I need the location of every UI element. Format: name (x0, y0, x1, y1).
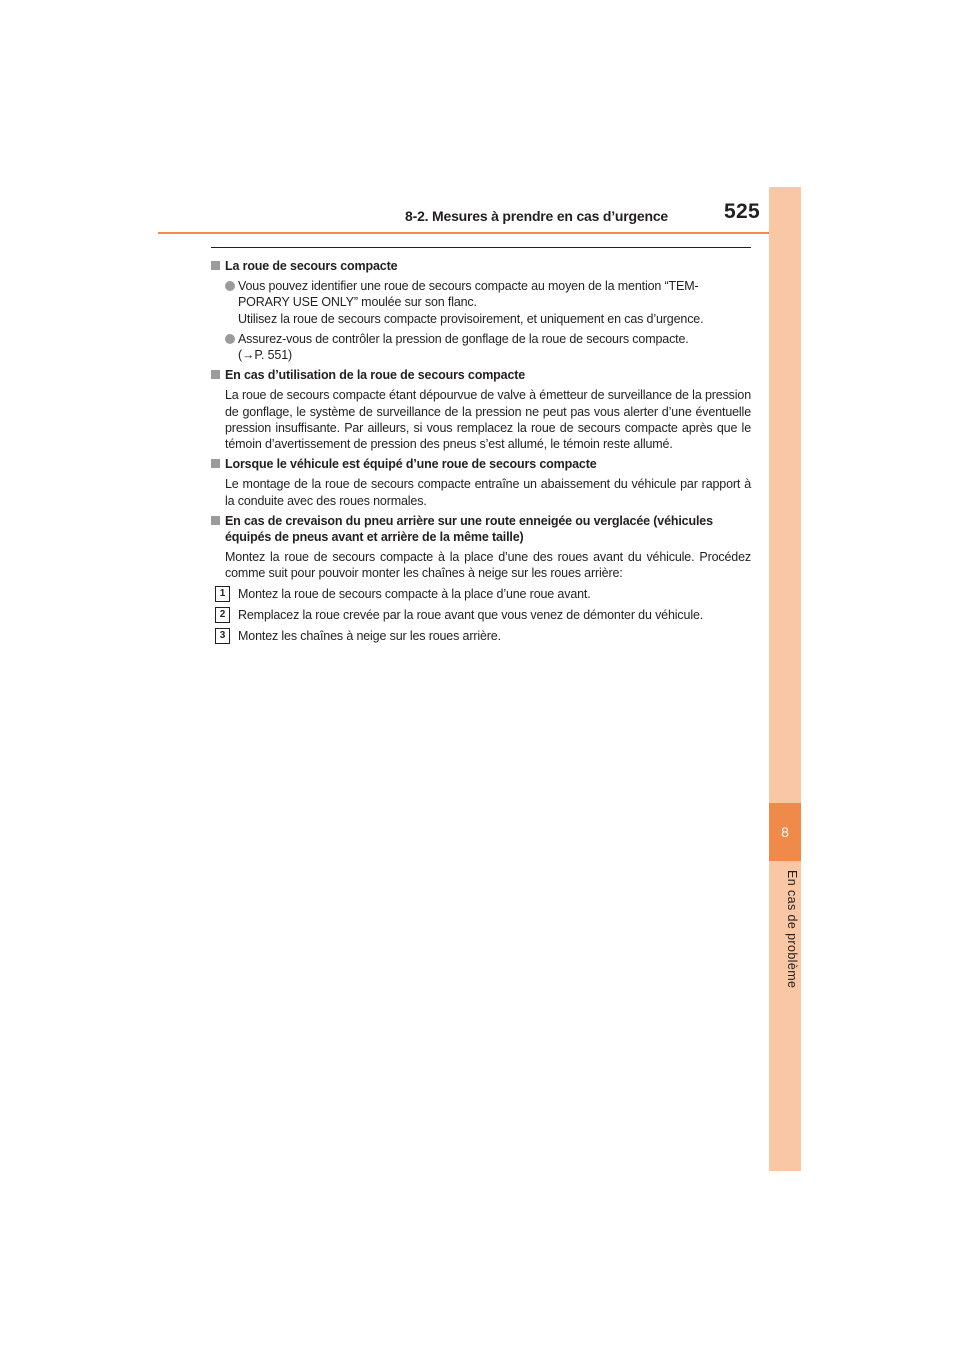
step-number-box: 2 (215, 607, 230, 623)
section-heading: En cas d’utilisation de la roue de secours compacte (211, 367, 751, 383)
chapter-title: En cas de problème (785, 870, 799, 989)
circle-bullet-icon (225, 334, 235, 344)
square-bullet-icon (211, 370, 220, 379)
section-vehicle-with-spare (211, 456, 751, 509)
list-item: Assurez-vous de contrôler la pression de gonflage de la roue de secours compacte. (→P. 551) (211, 331, 751, 363)
header-rule (158, 232, 801, 234)
section-heading: En cas de crevaison du pneu arrière sur une route enneigée ou verglacée (véhicules équipés de pneus avant et arrière de la même taille) (211, 513, 751, 545)
square-bullet-icon (211, 459, 220, 468)
content-rule (211, 247, 751, 248)
section-heading: La roue de secours compacte (211, 258, 751, 274)
square-bullet-icon (211, 516, 220, 525)
section-compact-spare (211, 258, 751, 363)
step-item: 2 Remplacez la roue crevée par la roue avant que vous venez de démonter du véhicule. (211, 607, 751, 623)
step-item: 3 Montez les chaînes à neige sur les roues arrière. (211, 628, 751, 644)
section-text: Montez la roue de secours compacte à la place d’une des roues avant du véhicule. Procédez comme suit pour pouvoir monter les chaînes à neige sur les roues arrière: (225, 550, 751, 581)
step-item: 1 Montez la roue de secours compacte à la place d’une roue avant. (211, 586, 751, 602)
running-header-title: 8-2. Mesures à prendre en cas d’urgence (405, 208, 668, 224)
section-heading: Lorsque le véhicule est équipé d’une roue de secours compacte (211, 456, 751, 472)
step-number-box: 3 (215, 628, 230, 644)
page-number: 525 (724, 200, 760, 223)
page-content (211, 258, 751, 649)
square-bullet-icon (211, 261, 220, 270)
step-number-box: 1 (215, 586, 230, 602)
section-using-compact-spare (211, 367, 751, 452)
chapter-number-box (769, 803, 801, 861)
section-text: Le montage de la roue de secours compacte entraîne un abaissement du véhicule par rapport à la conduite avec des roues normales. (225, 477, 751, 508)
chapter-side-tab (769, 187, 801, 1171)
list-item: Vous pouvez identifier une roue de secours compacte au moyen de la mention “TEM- PORARY USE ONLY” moulée sur son flanc. Utilisez la roue de secours compacte provisoirement, et uniquement en cas d’urgence. (211, 278, 751, 327)
chapter-number: 8 (781, 824, 789, 840)
section-text: La roue de secours compacte étant dépourvue de valve à émetteur de surveillance de la pression de gonflage, le système de surveillance de la pression ne peut pas vous alerter d’une éventuelle pression insuffisante. Par ailleurs, si vous remplacez la roue de secours compacte après que le témoin d’avertissement de pression des pneus s’est allumé, le témoin reste allumé. (225, 388, 751, 452)
section-rear-puncture-snow (211, 513, 751, 644)
page-reference: (→P. 551) (238, 348, 293, 363)
circle-bullet-icon (225, 281, 235, 291)
